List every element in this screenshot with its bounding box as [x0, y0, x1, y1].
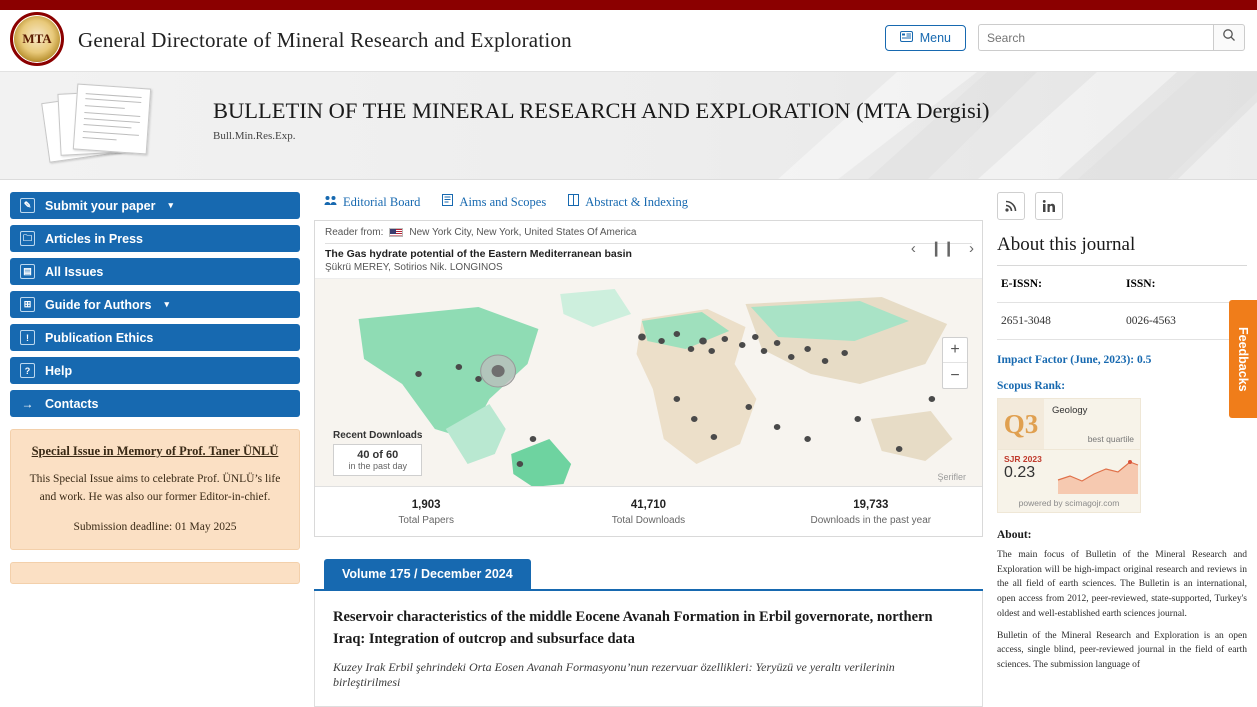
- table-header-row: [997, 266, 1247, 303]
- sjr-top: [998, 399, 1140, 449]
- reader-info-bar: [315, 221, 982, 278]
- volume-tab[interactable]: Volume 175 / December 2024: [324, 559, 531, 589]
- recent-downloads-box: [333, 444, 422, 476]
- issn-value: 0026-4563: [1122, 303, 1247, 340]
- recent-downloads-label: Recent Downloads: [333, 430, 423, 441]
- feedback-tab[interactable]: Feedbacks: [1229, 300, 1257, 418]
- chevron-left-icon[interactable]: ‹: [910, 239, 916, 257]
- issn-header: ISSN:: [1122, 266, 1247, 303]
- pause-icon[interactable]: ❙❙: [929, 240, 955, 257]
- sjr-category: Geology: [1052, 405, 1088, 416]
- page-body: [0, 180, 1257, 707]
- top-red-bar: [0, 0, 1257, 10]
- arrow-right-icon: →: [21, 396, 34, 411]
- sidebar-item-guide-for-authors[interactable]: [10, 291, 300, 318]
- rss-icon[interactable]: [997, 192, 1025, 220]
- sidebar-item-articles-in-press[interactable]: [10, 225, 300, 252]
- link-editorial-board[interactable]: [324, 195, 420, 210]
- sjr-sparkline: [1056, 450, 1140, 495]
- chevron-down-icon: ▾: [164, 299, 170, 309]
- reader-from-label: Reader from:: [325, 227, 384, 238]
- sidebar-item-all-issues[interactable]: [10, 258, 300, 285]
- world-download-map[interactable]: [315, 278, 982, 486]
- site-header: [0, 10, 1257, 72]
- sjr-best-quartile: best quartile: [1087, 434, 1134, 444]
- recent-downloads-period: in the past day: [348, 461, 407, 471]
- sjr-category-block: [1044, 399, 1140, 449]
- divider: [325, 243, 972, 244]
- search-box: [978, 24, 1245, 51]
- map-attribution: Şerifler: [937, 472, 966, 482]
- article-title[interactable]: Reservoir characteristics of the middle Eocene Avanah Formation in Erbil governorate, northern Iraq: Integration of outcrop and subsurface data: [333, 609, 933, 647]
- sidebar-item-label: Publication Ethics: [45, 330, 154, 345]
- sidebar-item-label: Articles in Press: [45, 231, 143, 246]
- reader-article-authors: Şükrü MEREY, Sotirios Nik. LONGINOS: [325, 262, 503, 273]
- grid-icon: ⊞: [20, 297, 35, 312]
- book-icon: ▤: [20, 264, 35, 279]
- stat-value: 41,710: [630, 499, 667, 511]
- sjr-year: SJR 2023: [1004, 454, 1042, 464]
- menu-button-label: Menu: [919, 30, 951, 45]
- search-icon: [1222, 28, 1236, 47]
- sjr-powered-by: powered by scimagojr.com: [1018, 498, 1120, 508]
- reader-location: New York City, New York, United States Of America: [409, 227, 637, 238]
- sidebar-item-label: Guide for Authors: [45, 297, 152, 312]
- special-issue-notice: [10, 429, 300, 550]
- journal-banner: [0, 72, 1257, 180]
- sidebar-item-label: Submit your paper: [45, 198, 156, 213]
- link-label: Abstract & Indexing: [585, 194, 688, 209]
- impact-factor[interactable]: Impact Factor (June, 2023): 0.5: [997, 354, 1152, 366]
- stat-label: Downloads in the past year: [810, 515, 932, 526]
- about-paragraph-2: Bulletin of the Mineral Research and Exploration is an open access, single blind, peer-reviewed journal in the field of earth sciences. The submission language of: [997, 630, 1247, 671]
- reader-from: [325, 227, 972, 238]
- pencil-square-icon: ✎: [20, 198, 35, 213]
- search-button[interactable]: [1213, 24, 1245, 51]
- grid-icon: [900, 31, 913, 45]
- reader-carousel-controls: [911, 239, 974, 257]
- sidebar: [10, 192, 300, 707]
- people-icon: [324, 195, 337, 210]
- sidebar-item-label: All Issues: [45, 264, 104, 279]
- document-icon: [442, 194, 453, 210]
- sidebar-item-help[interactable]: [10, 357, 300, 384]
- question-icon: ?: [20, 363, 35, 378]
- issn-table: [997, 266, 1247, 340]
- sidebar-item-submit-your-paper[interactable]: [10, 192, 300, 219]
- sjr-widget[interactable]: [997, 398, 1141, 513]
- chevron-down-icon: ▾: [168, 200, 173, 210]
- sjr-bottom: [998, 449, 1140, 495]
- right-column: [997, 192, 1247, 707]
- stat-label: Total Downloads: [611, 515, 686, 526]
- eissn-header: E-ISSN:: [997, 266, 1122, 303]
- social-links: [997, 192, 1247, 220]
- sjr-value: 0.23: [1004, 464, 1036, 481]
- about-heading: About:: [997, 529, 1032, 541]
- mta-logo[interactable]: [10, 12, 64, 66]
- map-zoom-in-button[interactable]: +: [943, 338, 967, 363]
- stat-value: 1,903: [411, 499, 441, 511]
- logo-text: MTA: [22, 31, 52, 46]
- header-right-controls: [885, 24, 1245, 51]
- sidebar-item-label: Help: [45, 363, 73, 378]
- journal-abbreviation: Bull.Min.Res.Exp.: [213, 130, 296, 142]
- sidebar-item-label: Contacts: [45, 396, 99, 411]
- recent-downloads-value: 40 of 60: [357, 449, 399, 461]
- about-journal-heading: About this journal: [997, 234, 1247, 266]
- secondary-notice-panel: [10, 562, 300, 584]
- stat-label: Total Papers: [398, 515, 454, 526]
- search-input[interactable]: [978, 24, 1213, 51]
- chevron-right-icon[interactable]: ›: [969, 239, 974, 257]
- stat-total-papers: [315, 487, 537, 536]
- journal-cover-image: [45, 84, 157, 166]
- book-icon: [568, 194, 579, 210]
- menu-button[interactable]: [885, 25, 966, 51]
- banner-text: [213, 98, 990, 142]
- stat-value: 19,733: [853, 499, 889, 511]
- stat-total-downloads: [537, 487, 759, 536]
- journal-statistics: [315, 486, 982, 536]
- link-aims-and-scopes[interactable]: [442, 194, 546, 210]
- special-issue-body: This Special Issue aims to celebrate Prof. ÜNLÜ’s life and work. He was also our former Editor-in-chief.: [29, 473, 281, 503]
- recent-downloads: [333, 430, 422, 476]
- eissn-value: 2651-3048: [997, 303, 1122, 340]
- journal-nav-links: [314, 192, 983, 220]
- article-list-item: [314, 591, 983, 707]
- map-zoom-out-button[interactable]: −: [950, 366, 960, 384]
- readership-map-card: [314, 220, 983, 537]
- table-row: [997, 303, 1247, 340]
- info-icon: !: [20, 330, 35, 345]
- main-content: [314, 192, 983, 707]
- sidebar-item-contacts[interactable]: [10, 390, 300, 417]
- special-issue-deadline: Submission deadline: 01 May 2025: [73, 520, 237, 533]
- link-label: Editorial Board: [343, 194, 421, 209]
- stat-downloads-past-year: [760, 487, 982, 536]
- folder-icon: 🗀: [20, 231, 35, 246]
- journal-title: BULLETIN OF THE MINERAL RESEARCH AND EXPLORATION (MTA Dergisi): [213, 98, 990, 123]
- link-label: Aims and Scopes: [459, 194, 547, 209]
- sjr-score-block: [998, 450, 1056, 495]
- link-abstract-and-indexing[interactable]: [568, 194, 688, 210]
- sparkline-svg: [1056, 450, 1140, 494]
- us-flag-icon: [389, 228, 403, 237]
- about-paragraph-1: The main focus of Bulletin of the Mineral Research and Exploration will be high-impact original research and reviews in the all field of earth sciences. The Bulletin is an international, open access from 2012, peer-reviewed, state-supported, Turkey's oldest and well-established earth sciences journal.: [997, 550, 1247, 619]
- sidebar-item-publication-ethics[interactable]: [10, 324, 300, 351]
- site-title: General Directorate of Mineral Research and Exploration: [78, 28, 572, 52]
- map-zoom-controls: [942, 337, 968, 389]
- scopus-rank-label[interactable]: Scopus Rank:: [997, 380, 1066, 392]
- sjr-quartile: Q3: [998, 399, 1044, 449]
- special-issue-title: Special Issue in Memory of Prof. Taner ÜNLÜ: [31, 444, 279, 458]
- reader-article-title[interactable]: The Gas hydrate potential of the Eastern Mediterranean basin: [325, 248, 632, 260]
- linkedin-icon[interactable]: [1035, 192, 1063, 220]
- article-alt-title: Kuzey Irak Erbil şehrindeki Orta Eosen Avanah Formasyonu’nun rezervuar özellikleri: Yeryüzü ve yeraltı verilerinin birleştirilmesi: [333, 659, 895, 689]
